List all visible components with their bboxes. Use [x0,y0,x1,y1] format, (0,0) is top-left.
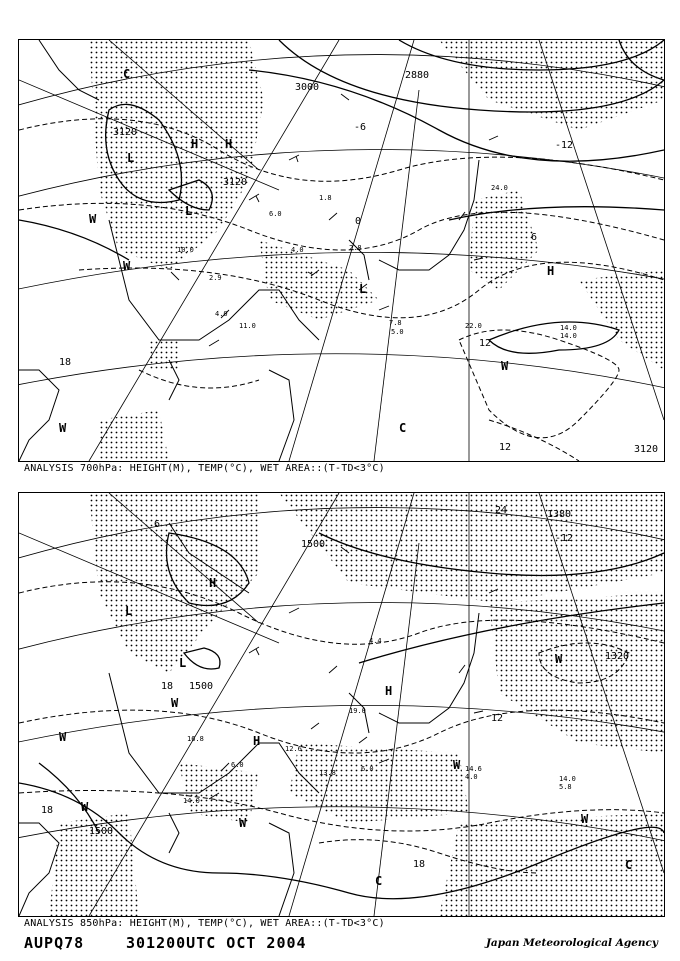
system-marker: W [581,812,589,826]
system-marker: C [399,421,407,435]
station-value: 10.0 [177,246,194,254]
station-value: 2.9 [209,274,222,282]
system-marker: W [59,730,67,744]
system-marker: L [179,656,187,670]
temp-label: 18 [161,681,174,692]
system-marker: C [625,858,633,872]
station-value: 4.0 [291,246,304,254]
temp-label: -6 [354,122,367,133]
station-value: 6.0 [231,761,244,769]
temp-label: 12 [491,713,504,724]
map-850hpa-graphic [19,493,664,916]
map-700hpa-graphic [19,40,664,461]
system-marker: W [555,652,563,666]
system-marker: H [191,137,199,151]
station-value: 14.0 [559,775,576,783]
height-label: 3000 [295,82,320,93]
wet-area-stipple [89,40,664,461]
system-marker: H [209,576,217,590]
station-value: 5.8 [559,783,572,791]
station-value: 4.0 [465,773,478,781]
system-marker: W [89,212,97,226]
height-label: 2880 [405,70,430,81]
temp-label: 18 [59,357,72,368]
system-marker: L [359,282,367,296]
temp-label: 12 [499,442,512,453]
station-value: 7.8 [389,319,402,327]
system-marker: L [185,204,193,218]
station-value: 1.8 [319,194,332,202]
caption-700hpa: ANALYSIS 700hPa: HEIGHT(M), TEMP(°C), WET AREA::(T-TD<3°C) [24,463,385,474]
station-value: 4.0 [215,310,228,318]
temp-label: -12 [555,140,574,151]
station-value: 14.0 [560,332,577,340]
system-marker: C [375,874,383,888]
system-marker: W [123,259,131,273]
valid-time: 301200UTC OCT 2004 [126,934,307,952]
system-marker: W [59,421,67,435]
system-marker: H [253,734,261,748]
station-value: 16.8 [187,735,204,743]
agency-name: Japan Meteorological Agency [485,937,658,949]
station-value: 14.6 [465,765,482,773]
temp-label: 18 [41,805,54,816]
station-value: 13.8 [319,769,336,777]
height-label: 3120 [634,444,659,455]
station-value: 24.0 [491,184,508,192]
station-value: 6.0 [269,210,282,218]
temp-label: 6 [154,519,161,530]
station-value: 19.0 [349,707,366,715]
height-label: 3120 [223,177,248,188]
system-marker: H [225,137,233,151]
station-value: 11.0 [239,322,256,330]
system-marker: C [123,67,131,81]
temp-label: -12 [555,533,574,544]
station-value: 14.0 [560,324,577,332]
system-marker: L [125,604,133,618]
wet-area-stipple [49,493,664,916]
station-value: 4.4 [369,637,382,645]
system-marker: W [171,696,179,710]
map-panel-700hpa [18,39,665,462]
system-marker: L [127,151,135,165]
temp-label: 12 [479,338,492,349]
station-value: 12.6 [285,745,302,753]
height-label: 1500 [301,539,326,550]
temp-label: 18 [413,859,426,870]
system-marker: H [547,264,555,278]
station-value: 6.0 [361,765,374,773]
station-value: 2.8 [349,244,362,252]
height-label: 1500 [89,826,114,837]
caption-850hpa: ANALYSIS 850hPa: HEIGHT(M), TEMP(°C), WET AREA::(T-TD<3°C) [24,918,385,929]
height-label: 1320 [605,651,630,662]
height-label: 1500 [189,681,214,692]
system-marker: H [385,684,393,698]
chart-id: AUPQ78 [24,934,85,952]
temp-label: 6 [531,232,538,243]
station-value: 14.0 [183,797,200,805]
system-marker: W [501,359,509,373]
system-marker: W [81,800,89,814]
system-marker: W [239,816,247,830]
height-label: 3120 [113,127,138,138]
station-value: 5.0 [391,328,404,336]
temp-label: 0 [355,216,362,227]
temp-label: 24 [495,505,508,516]
map-panel-850hpa [18,492,665,917]
system-marker: W [453,758,461,772]
height-label: 1380 [547,509,572,520]
station-value: 22.0 [465,322,482,330]
